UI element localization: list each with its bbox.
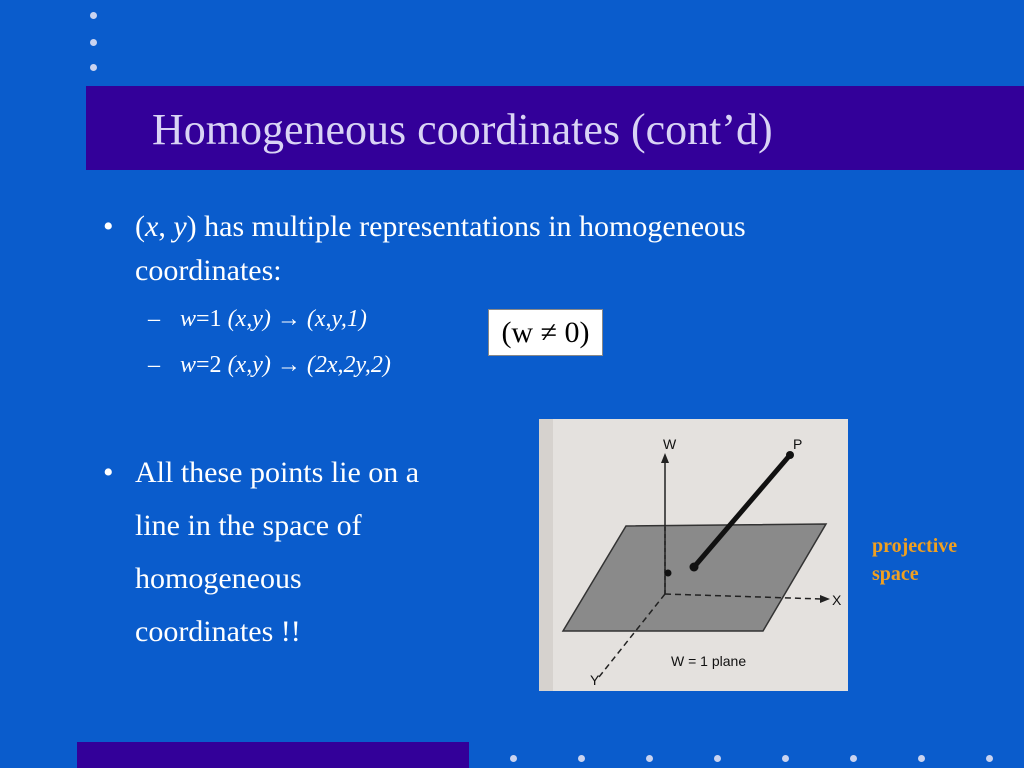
title-band xyxy=(86,86,1024,170)
side-label-line-2: space xyxy=(872,563,919,585)
label-p: P xyxy=(793,436,803,452)
decor-dot xyxy=(578,755,585,762)
plane-label: W = 1 plane xyxy=(671,653,747,669)
paren-open: ( xyxy=(135,210,145,243)
w-value: =1 xyxy=(196,306,228,332)
decor-dot xyxy=(918,755,925,762)
arrow-icon: → xyxy=(276,352,301,378)
side-label-line-1: projective xyxy=(872,535,958,557)
coord-from: (x,y) xyxy=(227,306,271,332)
var-x: x xyxy=(145,210,159,243)
coord-from: (x,y) xyxy=(227,352,271,378)
var-w: w xyxy=(180,352,197,378)
sub-dash: – xyxy=(148,306,160,332)
figure-svg xyxy=(539,419,848,691)
var-w: w xyxy=(180,306,197,332)
label-w: W xyxy=(663,436,677,452)
decor-dot xyxy=(986,755,993,762)
slide-title: Homogeneous coordinates (cont’d) xyxy=(152,105,773,154)
projective-space-label xyxy=(872,532,957,588)
decor-dot xyxy=(646,755,653,762)
bullet-1-text: ) has multiple representations in homogeneous xyxy=(186,210,746,243)
coord-to: (x,y,1) xyxy=(300,306,367,332)
bullet-1 xyxy=(103,205,925,293)
bullet-2-line-2: line in the space of xyxy=(135,509,362,542)
formula-text: (w ≠ 0) xyxy=(501,316,590,349)
bullet-2-line-4: coordinates !! xyxy=(135,615,301,648)
arrow-icon: → xyxy=(276,306,301,332)
label-y: Y xyxy=(590,672,600,688)
bullet-2 xyxy=(103,446,420,658)
bullet-mark: • xyxy=(103,210,114,243)
bullet-1-line-1 xyxy=(135,205,925,249)
decor-dot xyxy=(90,39,97,46)
decor-dot xyxy=(510,755,517,762)
bullet-mark: • xyxy=(103,456,114,489)
decor-dot xyxy=(782,755,789,762)
bullet-2-line-3: homogeneous xyxy=(135,562,302,595)
sub-bullet-1 xyxy=(148,304,367,334)
bullet-1-line-2: coordinates: xyxy=(135,254,282,287)
decor-dot xyxy=(90,12,97,19)
point-p xyxy=(786,451,794,459)
var-y: y xyxy=(173,210,187,243)
sub-bullet-2 xyxy=(148,350,391,380)
point-on-plane xyxy=(690,563,699,572)
origin-dot xyxy=(665,570,672,577)
comma: , xyxy=(158,210,174,243)
decor-dot xyxy=(714,755,721,762)
label-x: X xyxy=(832,592,842,608)
formula-image xyxy=(488,309,603,356)
w-value: =2 xyxy=(196,352,228,378)
sub-dash: – xyxy=(148,352,160,378)
projective-space-figure xyxy=(539,419,848,691)
bottom-band xyxy=(77,742,469,768)
decor-dot xyxy=(90,64,97,71)
bullet-2-line-1: All these points lie on a xyxy=(135,456,420,489)
decor-dot xyxy=(850,755,857,762)
coord-to: (2x,2y,2) xyxy=(300,352,391,378)
